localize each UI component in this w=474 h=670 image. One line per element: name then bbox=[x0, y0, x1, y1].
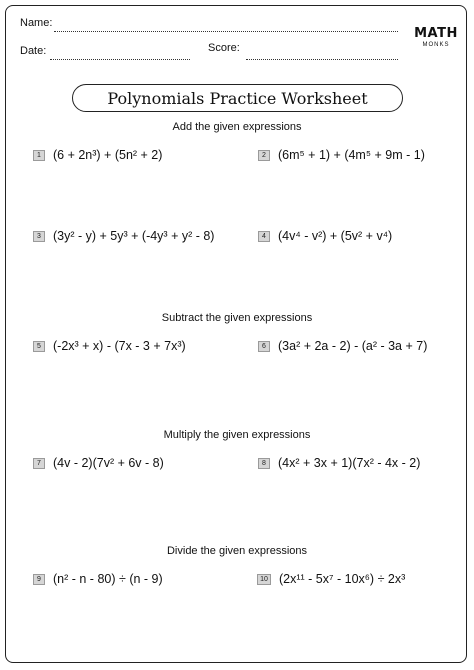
problem-7 bbox=[33, 456, 164, 470]
math-monks-logo bbox=[414, 27, 458, 48]
section-instruction-multiply: Multiply the given expressions bbox=[163, 429, 311, 441]
date-line bbox=[50, 59, 190, 60]
logo-main-text: MATH bbox=[414, 26, 458, 41]
problem-number: 2 bbox=[258, 150, 270, 161]
problem-expression: (6 + 2n³) + (5n² + 2) bbox=[53, 148, 163, 162]
problem-number: 6 bbox=[258, 341, 270, 352]
logo-sub-text: MONKS bbox=[422, 42, 450, 48]
problem-3 bbox=[33, 229, 214, 243]
section-instruction-add: Add the given expressions bbox=[172, 121, 302, 133]
problem-number: 1 bbox=[33, 150, 45, 161]
problem-number: 5 bbox=[33, 341, 45, 352]
problem-number: 8 bbox=[258, 458, 270, 469]
title-box bbox=[72, 84, 403, 112]
problem-8 bbox=[258, 456, 420, 470]
date-label: Date: bbox=[20, 45, 47, 57]
problem-2 bbox=[258, 148, 425, 162]
score-label: Score: bbox=[208, 42, 240, 54]
problem-9 bbox=[33, 572, 163, 586]
problem-1 bbox=[33, 148, 162, 162]
problem-expression: (-2x³ + x) - (7x - 3 + 7x³) bbox=[53, 339, 186, 353]
problem-expression: (n² - n - 80) ÷ (n - 9) bbox=[53, 572, 163, 586]
name-label: Name: bbox=[20, 17, 53, 29]
problem-expression: (6m⁵ + 1) + (4m⁵ + 9m - 1) bbox=[278, 148, 425, 162]
problem-6 bbox=[258, 339, 427, 353]
problem-number: 9 bbox=[33, 574, 45, 585]
name-line bbox=[54, 31, 398, 32]
problem-expression: (4v⁴ - v²) + (5v² + v⁴) bbox=[278, 229, 393, 243]
problem-expression: (4x² + 3x + 1)(7x² - 4x - 2) bbox=[278, 456, 421, 470]
score-line bbox=[246, 59, 398, 60]
problem-4 bbox=[258, 229, 392, 243]
problem-number: 7 bbox=[33, 458, 45, 469]
problem-expression: (3a² + 2a - 2) - (a² - 3a + 7) bbox=[278, 339, 428, 353]
problem-5 bbox=[33, 339, 186, 353]
problem-expression: (2x¹¹ - 5x⁷ - 10x⁶) ÷ 2x³ bbox=[279, 572, 406, 586]
section-instruction-subtract: Subtract the given expressions bbox=[161, 312, 313, 324]
problem-number: 4 bbox=[258, 231, 270, 242]
problem-number: 3 bbox=[33, 231, 45, 242]
section-instruction-divide: Divide the given expressions bbox=[166, 545, 308, 557]
problem-number: 10 bbox=[257, 574, 271, 585]
page-title: Polynomials Practice Worksheet bbox=[107, 88, 368, 108]
problem-10 bbox=[257, 572, 405, 586]
problem-expression: (4v - 2)(7v² + 6v - 8) bbox=[53, 456, 164, 470]
problem-expression: (3y² - y) + 5y³ + (-4y³ + y² - 8) bbox=[53, 229, 215, 243]
